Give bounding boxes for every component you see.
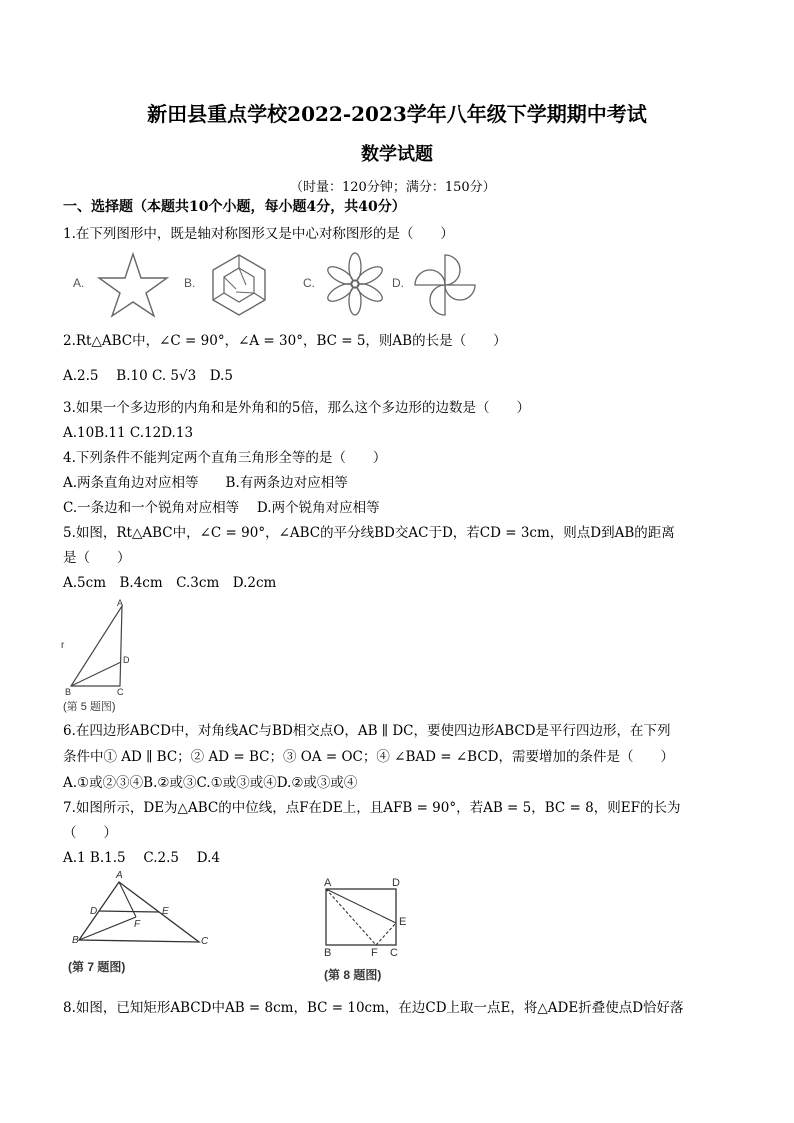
fig7-label-e: E [162,906,169,917]
exam-subtitle: 数学试题 [361,144,433,165]
question-7-options: A.1 B.1.5 C.2.5 D.4 [63,850,221,866]
question-4-options-2: C.一条边和一个锐角对应相等 D.两个锐角对应相等 [63,500,380,516]
q1-figures [60,250,480,320]
question-3: 3.如果一个多边形的内角和是外角和的5倍，那么这个多边形的边数是（ ） [63,400,530,416]
figure-7 [62,870,222,974]
figure-5 [60,598,160,713]
question-1: 1.在下列图形中，既是轴对称图形又是中心对称图形的是（ ） [63,226,454,242]
exam-meta: （时量：120分钟；满分：150分） [290,180,496,195]
q1-option-b-label: B. [184,276,196,290]
fig7-label-f: F [134,919,141,930]
fig7-label-c: C [201,936,209,947]
question-7-line-2: （ ） [63,825,117,841]
figure-8 [318,877,418,987]
fig5-label-c: C [117,687,124,697]
fig5-label-a: A [117,598,124,608]
fig8-label-a: A [324,877,332,889]
q1-option-d-label: D. [392,276,404,290]
question-2: 2.Rt△ABC中，∠C = 90°，∠A = 30°，BC = 5，则AB的长是（ ） [63,333,507,349]
question-6-line-1: 6.在四边形ABCD中，对角线AC与BD相交点O，AB ∥ DC，要使四边形ABCD是平行四边形，在下列 [63,723,671,739]
fig8-label-e: E [399,916,407,928]
q1-option-a-label: A. [73,276,85,290]
question-4-options-1: A.两条直角边对应相等 B.有两条边对应相等 [63,475,348,491]
question-6-line-2: 条件中① AD ∥ BC；② AD = BC；③ OA = OC；④ ∠BAD = ∠BCD，需要增加的条件是（ ） [63,749,674,765]
section-heading: 一、选择题（本题共10个小题，每小题4分，共40分） [63,199,406,215]
question-2-options: A.2.5 B.10 C. 5√3 D.5 [63,368,233,384]
fig8-caption: (第 8 题图) [324,968,382,982]
star-figure [96,252,170,318]
fig8-label-b: B [324,947,332,959]
question-3-options: A.10B.11 C.12D.13 [63,425,194,441]
q1-option-c-label: C. [303,276,315,290]
pinwheel-figure [412,252,478,318]
fig7-label-d: D [90,906,98,917]
fig8-label-d: D [392,877,400,889]
fig5-label-d: D [123,655,130,665]
fig5-caption: (第 5 题图) [63,701,116,713]
question-6-options: A.①或②③④B.②或③C.①或③或④D.②或③或④ [63,775,358,791]
question-8: 8.如图，已知矩形ABCD中AB = 8cm，BC = 10cm，在边CD上取一点E，将△ADE折叠使点D恰好落 [63,1000,684,1016]
fig8-label-f: F [371,947,378,959]
question-7-line-1: 7.如图所示，DE为△ABC的中位线，点F在DE上，且AFB = 90°，若AB = 5，BC = 8，则EF的长为 [63,800,681,816]
question-4: 4.下列条件不能判定两个直角三角形全等的是（ ） [63,450,387,466]
fig5-label-r: r [61,640,65,651]
fig7-label-a: A [116,870,123,881]
fig5-label-b: B [65,687,72,697]
question-5-options: A.5cm B.4cm C.3cm D.2cm [63,575,277,591]
question-5-line-1: 5.如图，Rt△ABC中，∠C = 90°，∠ABC的平分线BD交AC于D，若CD = 3cm，则点D到AB的距离 [63,525,675,541]
flower-figure [324,250,386,318]
exam-title: 新田县重点学校2022-2023学年八年级下学期期中考试 [147,102,647,126]
fig7-label-b: B [72,935,79,946]
recycle-hexagon-figure [206,252,272,318]
fig7-caption: (第 7 题图) [68,960,126,974]
fig8-label-c: C [390,947,398,959]
question-5-line-2: 是（ ） [63,550,131,566]
